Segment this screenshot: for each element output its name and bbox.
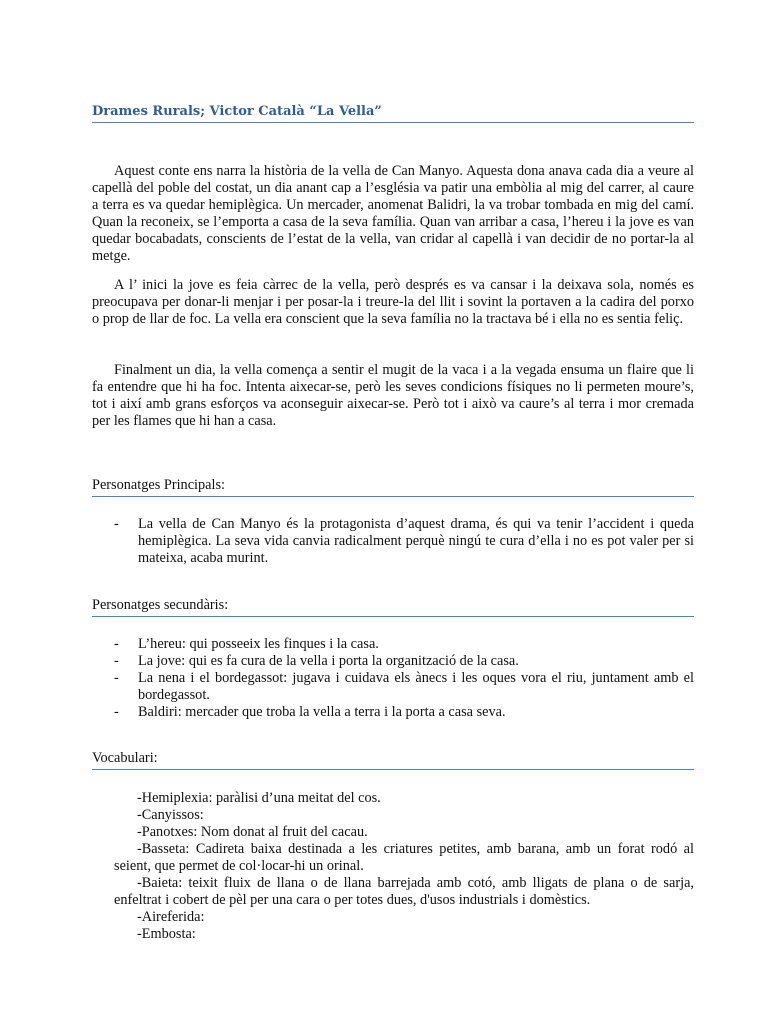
summary-paragraph-1: Aquest conte ens narra la història de la vella de Can Manyo. Aquesta dona anava cada dia a veure al capellà del poble del costat, un dia anant cap a l’església va patir una embòlia al mig del carrer, al caure a terra es va quedar hemiplègica. Un mercader, anomenat Balidri, la va trobar tombada en mig del camí. Quan la reconeix, se l’emporta a casa de la seva família. Quan van arribar a casa, l’hereu i la jove es van quedar bocabadats, conscients de l’estat de la vella, van cridar al capellà i van decidir de no portar-la al metge.	[92, 163, 694, 264]
summary-paragraph-2: A l’ inici la jove es feia càrrec de la vella, però després es va cansar i la deixava sola, només es preocupava per donar-li menjar i per posar-la i treure-la del llit i sovint la portaven a la cadira del porxo o prop de llar de foc. La vella era conscient que la seva família no la tractava bé i ella no es sentia feliç.	[92, 277, 694, 327]
vocabulary-entry: -Embosta:	[137, 926, 196, 942]
list-item	[92, 704, 694, 721]
list-dash: -	[114, 516, 119, 532]
list-item	[92, 653, 694, 670]
document-title: Drames Rurals; Victor Català “La Vella”	[92, 104, 694, 123]
list-item-text: L’hereu: qui posseeix les finques i la casa.	[138, 636, 379, 652]
summary-paragraph-3: Finalment un dia, la vella comença a sentir el mugit de la vaca i a la vegada ensuma un flaire que li fa entendre que hi ha foc. Intenta aixecar-se, però les seves condicions físiques no li permeten moure’s, tot i així amb grans esforços va aconseguir aixecar-se. Però tot i això va caure’s al terra i mor cremada per les flames que hi han a casa.	[92, 362, 694, 429]
list-dash: -	[114, 653, 119, 669]
main-characters-list	[92, 516, 694, 567]
secondary-characters-heading: Personatges secundàris:	[92, 597, 694, 617]
main-characters-heading: Personatges Principals:	[92, 477, 694, 497]
vocabulary-entry: -Baieta: teixit fluix de llana o de llana barrejada amb cotó, amb lligats de plana o de sarja, enfeltrat i cobert de pèl per una cara o per totes dues, d'usos industrials i domèstics.	[114, 875, 694, 908]
vocabulary-entry: -Basseta: Cadireta baixa destinada a les criatures petites, amb barana, amb un forat rodó al seient, que permet de col·locar-hi un orinal.	[114, 841, 694, 874]
list-item-text: La nena i el bordegassot: jugava i cuidava els ànecs i les oques vora el riu, juntament amb el bordegassot.	[138, 670, 694, 703]
list-item-text: Baldiri: mercader que troba la vella a terra i la porta a casa seva.	[138, 704, 506, 720]
list-dash: -	[114, 704, 119, 720]
list-dash: -	[114, 636, 119, 652]
secondary-characters-list	[92, 636, 694, 721]
list-item-text: La vella de Can Manyo és la protagonista d’aquest drama, és qui va tenir l’accident i queda hemiplègica. La seva vida canvia radicalment perquè ningú te cura d’ella i no es pot valer per si mateixa, acaba murint.	[138, 516, 694, 566]
vocabulary-entry: -Canyissos:	[137, 807, 204, 823]
vocabulary-heading: Vocabulari:	[92, 750, 694, 770]
list-item-text: La jove: qui es fa cura de la vella i porta la organització de la casa.	[138, 653, 519, 669]
list-item	[92, 670, 694, 704]
vocabulary-entry: -Hemiplexia: paràlisi d’una meitat del cos.	[137, 790, 381, 806]
list-item	[92, 636, 694, 653]
list-dash: -	[114, 670, 119, 686]
vocabulary-entry: -Panotxes: Nom donat al fruit del cacau.	[137, 824, 368, 840]
vocabulary-list	[114, 790, 694, 943]
vocabulary-entry: -Aireferida:	[137, 909, 205, 925]
list-item	[92, 516, 694, 567]
